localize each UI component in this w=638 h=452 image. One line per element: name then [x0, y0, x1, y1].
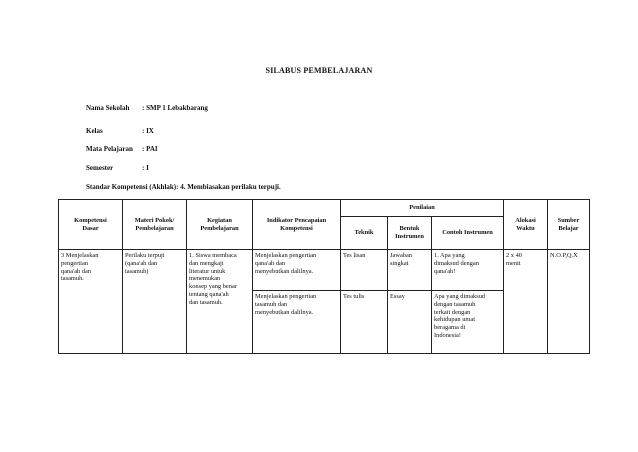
header-kegiatan: Kegiatan Pembelajaran [187, 200, 253, 250]
cell-bentuk-instrumen: Jawaban singkat [388, 250, 432, 291]
meta-key: Nama Sekolah [86, 104, 130, 112]
cell-contoh-instrumen: Apa yang dimaksud dengan tasamuh terkait dengan kehidupan umat beragama di Indonesia! [432, 291, 504, 354]
header-teknik: Teknik [341, 217, 388, 250]
header-sumber-belajar: Sumber Belajar [548, 200, 590, 250]
cell-alokasi-waktu: 2 x 40 menit [504, 250, 548, 354]
header-penilaian: Penilaian [341, 200, 504, 217]
meta-value: : SMP 1 Lebakbarang [142, 104, 208, 112]
meta-value: : I [142, 164, 149, 172]
header-materi-pokok: Materi Pokok/ Pembelajaran [123, 200, 187, 250]
header-kompetensi-dasar: Kompetensi Dasar [59, 200, 123, 250]
table-row [59, 250, 590, 291]
cell-indikator: Menjelaskan pengertian tasamuh dan menyebutkan dalilnya. [253, 291, 341, 354]
meta-key: Semester [86, 164, 114, 172]
standar-kompetensi: Standar Kompetensi (Akhlak): 4. Membiasakan perilaku terpuji. [86, 183, 281, 191]
meta-value: : PAI [142, 145, 158, 153]
meta-value: : IX [142, 127, 154, 135]
cell-teknik: Tes tulis [341, 291, 388, 354]
cell-materi-pokok: Perilaku terpuji (qana'ah dan tasamuh) [123, 250, 187, 354]
cell-contoh-instrumen: 1. Apa yang dimaksud dengan qana'ah! [432, 250, 504, 291]
meta-key: Mata Pelajaran [86, 145, 133, 153]
syllabus-table [58, 199, 590, 354]
cell-bentuk-instrumen: Essay [388, 291, 432, 354]
cell-teknik: Tes lisan [341, 250, 388, 291]
header-contoh-instrumen: Contoh Instrumen [432, 217, 504, 250]
page-title: SILABUS PEMBELAJARAN [265, 66, 373, 75]
cell-indikator: Menjelaskan pengertian qana'ah dan menyebutkan dalilnya. [253, 250, 341, 291]
meta-key: Kelas [86, 127, 103, 135]
header-bentuk-instrumen: Bentuk Instrumen [388, 217, 432, 250]
header-alokasi-waktu: Alokasi Waktu [504, 200, 548, 250]
cell-kompetensi-dasar: 3 Menjelaskan pengertian qana'ah dan tasamuh. [59, 250, 123, 354]
cell-kegiatan: 1. Siswa membaca dan mengkaji literatur untuk menemukan konsep yang benar tentang qana'ah dan tasamuh. [187, 250, 253, 354]
header-indikator: Indikator Pencapaian Kompetensi [253, 200, 341, 250]
cell-sumber-belajar: N.O.P,Q.X [548, 250, 590, 354]
